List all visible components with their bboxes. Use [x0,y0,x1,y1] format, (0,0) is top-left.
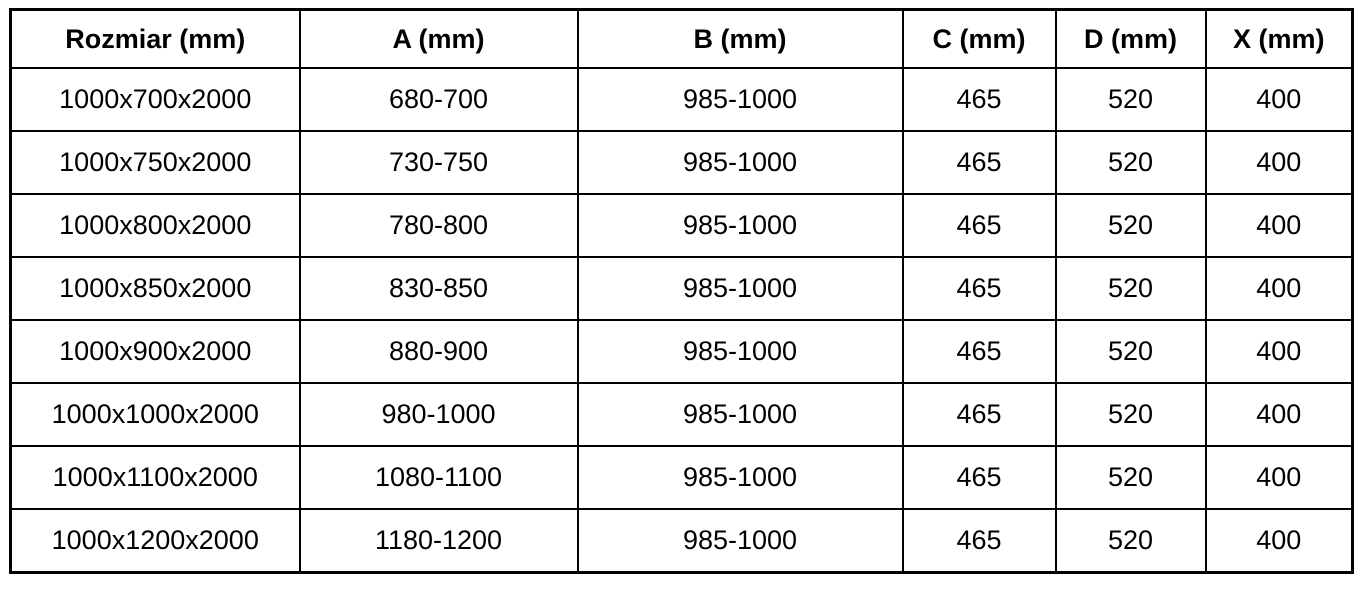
table-cell: 1180-1200 [300,509,578,573]
table-cell: 985-1000 [578,509,903,573]
table-cell: 520 [1056,257,1206,320]
table-row [11,257,1353,320]
table-cell: 520 [1056,383,1206,446]
table-cell: 1000x700x2000 [11,68,300,131]
table-cell: 520 [1056,194,1206,257]
table-cell: 1000x850x2000 [11,257,300,320]
table-cell: 465 [903,131,1056,194]
table-cell: 680-700 [300,68,578,131]
table-cell: 520 [1056,68,1206,131]
table-cell: 985-1000 [578,383,903,446]
table-row [11,194,1353,257]
table-cell: 400 [1206,509,1353,573]
table-cell: 1080-1100 [300,446,578,509]
table-cell: 465 [903,320,1056,383]
header-row [11,10,1353,69]
table-cell: 880-900 [300,320,578,383]
table-cell: 465 [903,68,1056,131]
column-header: X (mm) [1206,10,1353,69]
table-row [11,131,1353,194]
table-body [11,68,1353,573]
table-cell: 520 [1056,131,1206,194]
table-cell: 1000x1100x2000 [11,446,300,509]
column-header: A (mm) [300,10,578,69]
table-cell: 400 [1206,446,1353,509]
table-cell: 520 [1056,509,1206,573]
table-row [11,509,1353,573]
table-cell: 465 [903,257,1056,320]
table-row [11,446,1353,509]
table-cell: 520 [1056,320,1206,383]
table-cell: 1000x1200x2000 [11,509,300,573]
table-cell: 730-750 [300,131,578,194]
table-cell: 830-850 [300,257,578,320]
table-cell: 985-1000 [578,131,903,194]
table-cell: 1000x1000x2000 [11,383,300,446]
table-cell: 1000x900x2000 [11,320,300,383]
table-row [11,383,1353,446]
table-cell: 985-1000 [578,194,903,257]
table-cell: 400 [1206,257,1353,320]
table-cell: 400 [1206,320,1353,383]
table-cell: 520 [1056,446,1206,509]
column-header: C (mm) [903,10,1056,69]
table-cell: 400 [1206,68,1353,131]
table-cell: 465 [903,509,1056,573]
table-row [11,68,1353,131]
column-header: B (mm) [578,10,903,69]
table-cell: 465 [903,194,1056,257]
table-cell: 400 [1206,194,1353,257]
column-header: D (mm) [1056,10,1206,69]
table-cell: 400 [1206,383,1353,446]
table-cell: 780-800 [300,194,578,257]
table-cell: 1000x750x2000 [11,131,300,194]
table-row [11,320,1353,383]
table-cell: 985-1000 [578,257,903,320]
size-specification-table [9,8,1354,574]
table-cell: 400 [1206,131,1353,194]
table-cell: 465 [903,446,1056,509]
table-cell: 1000x800x2000 [11,194,300,257]
column-header: Rozmiar (mm) [11,10,300,69]
table-cell: 985-1000 [578,320,903,383]
table-cell: 985-1000 [578,446,903,509]
table-cell: 465 [903,383,1056,446]
table-cell: 980-1000 [300,383,578,446]
table-cell: 985-1000 [578,68,903,131]
